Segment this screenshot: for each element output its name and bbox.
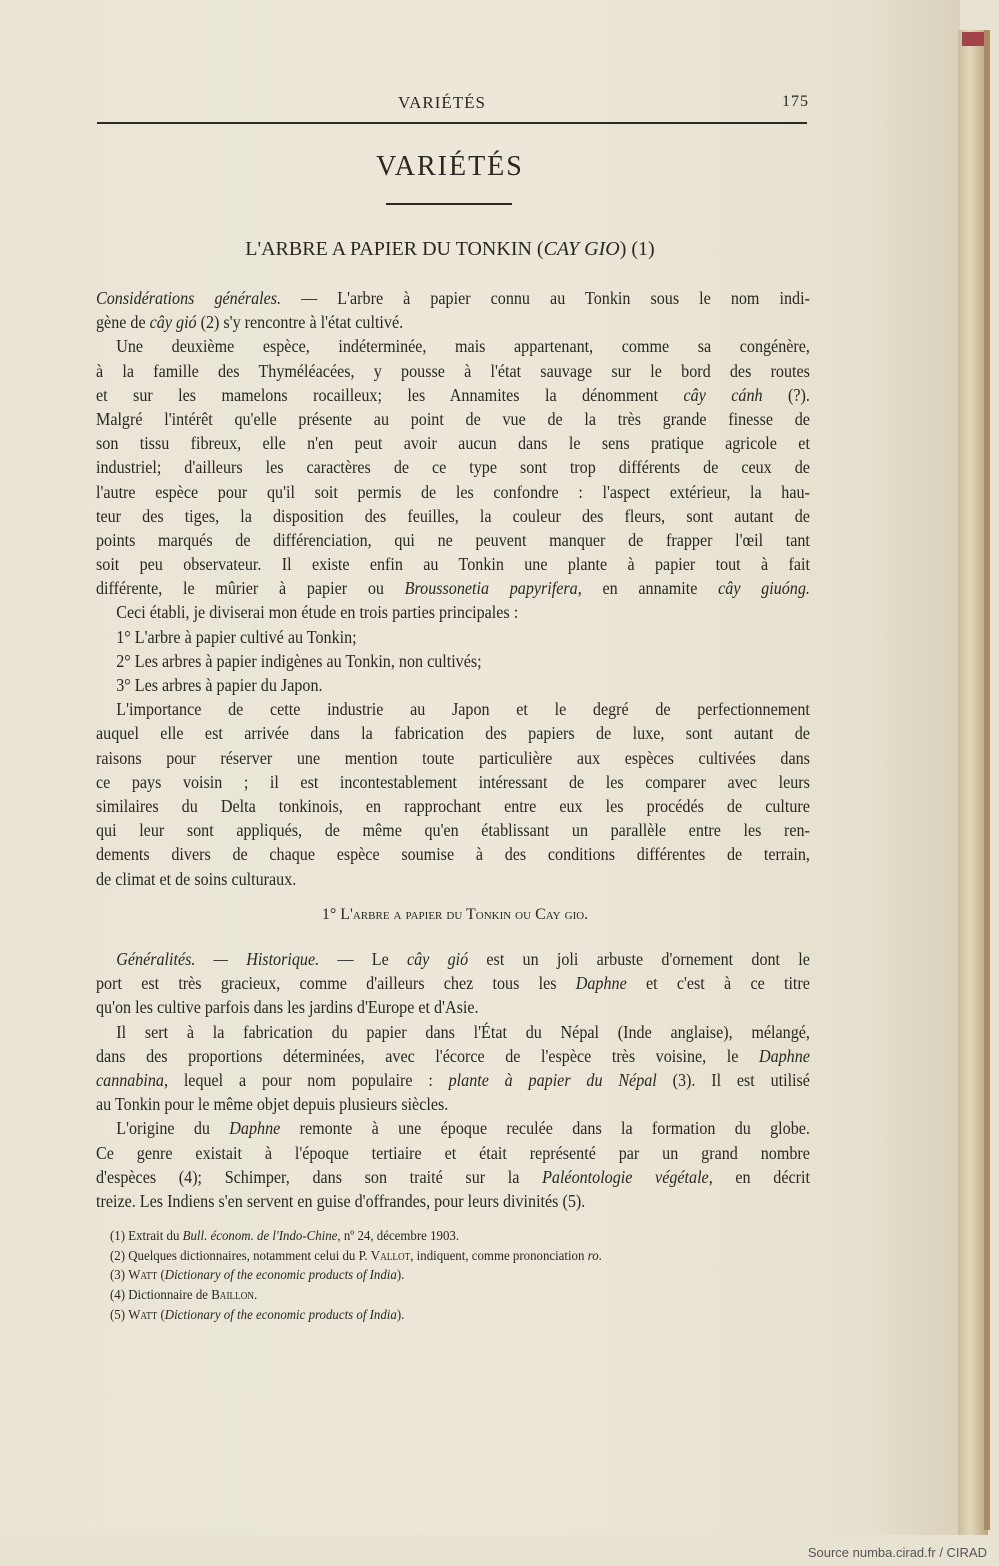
text-line bbox=[96, 1141, 810, 1165]
text-line bbox=[96, 455, 810, 479]
text-run: Généralités. — Historique. bbox=[116, 949, 320, 969]
text-run: et c'est à ce titre bbox=[626, 973, 810, 994]
text-line bbox=[96, 600, 810, 624]
text-line bbox=[96, 504, 810, 528]
text-run: (2) s'y rencontre à l'état cultivé. bbox=[196, 312, 404, 333]
text-run: — Le bbox=[319, 949, 407, 969]
text-run: . bbox=[598, 1248, 602, 1264]
text-line bbox=[96, 842, 810, 866]
text-run: Une deuxième espèce, indéterminée, mais appartenant, comme sa congénère, bbox=[116, 336, 810, 357]
text-line bbox=[96, 995, 810, 1019]
text-run: Watt bbox=[128, 1307, 158, 1323]
text-line bbox=[96, 383, 810, 407]
title-rule bbox=[386, 203, 512, 205]
text-line bbox=[96, 286, 810, 310]
text-run: est un joli arbuste d'ornement dont le bbox=[468, 949, 810, 969]
text-line bbox=[96, 971, 810, 995]
footnote-line bbox=[110, 1227, 809, 1247]
text-run: dans des proportions déterminées, avec l'écorce de l'espèce très voisine, le bbox=[96, 1045, 759, 1066]
footnote-line bbox=[110, 1247, 809, 1267]
text-line bbox=[96, 310, 810, 334]
text-run: (?). bbox=[762, 384, 810, 405]
text-run: L'origine du bbox=[116, 1118, 230, 1139]
text-run: dements divers de chaque espèce soumise à des conditions différentes de terrain, bbox=[96, 844, 810, 865]
article-title bbox=[0, 238, 900, 261]
page-number: 175 bbox=[782, 93, 809, 110]
footnote-line bbox=[110, 1266, 809, 1286]
footnote-line bbox=[110, 1306, 809, 1326]
header-rule bbox=[97, 122, 807, 124]
text-run: Daphne bbox=[229, 1118, 281, 1139]
text-run: ). bbox=[396, 1307, 405, 1323]
text-run: port est très gracieux, comme d'ailleurs chez tous les bbox=[96, 973, 576, 994]
text-line bbox=[96, 673, 810, 697]
footnote-line bbox=[110, 1286, 809, 1306]
text-run: ro bbox=[587, 1248, 599, 1264]
text-line bbox=[96, 480, 810, 504]
text-run: Il sert à la fabrication du papier dans l'État du Népal (Inde anglaise), mélangé, bbox=[116, 1021, 810, 1042]
article-title-note: ) (1) bbox=[619, 238, 655, 260]
running-title: VARIÉTÉS bbox=[398, 93, 486, 112]
text-run: à la famille des Thyméléacées, y pousse à l'état sauvage sur le bord des routes bbox=[96, 360, 810, 381]
text-line bbox=[96, 407, 810, 431]
text-run: différente, le mûrier à papier ou bbox=[96, 578, 405, 599]
text-line bbox=[96, 867, 810, 891]
text-run: auquel elle est arrivée dans la fabrication des papiers de luxe, sont autant de bbox=[96, 723, 810, 744]
text-run: Considérations générales. bbox=[96, 288, 282, 308]
text-line bbox=[96, 649, 810, 673]
text-run: Dictionary of the economic products of India bbox=[164, 1268, 397, 1284]
text-run: 2° Les arbres à papier indigènes au Tonkin, non cultivés; bbox=[116, 650, 482, 671]
text-run: soit peu observateur. Il existe enfin au Tonkin une plante à papier tout à fait bbox=[96, 554, 810, 575]
text-line bbox=[96, 1020, 810, 1044]
section-heading-text: 1° L'arbre a papier du Tonkin ou Cay gio. bbox=[321, 906, 589, 923]
text-run: ). bbox=[396, 1268, 405, 1284]
text-run: Malgré l'intérêt qu'elle présente au point de vue de la très grande finesse de bbox=[96, 408, 810, 429]
text-run: plante à papier du Népal bbox=[448, 1069, 657, 1090]
text-run: et sur les mamelons rocailleux; les Annamites la dénomment bbox=[96, 384, 684, 405]
text-run: au Tonkin pour le même objet depuis plusieurs siècles. bbox=[96, 1094, 449, 1115]
text-run: son tissu fibreux, elle n'en peut avoir aucun dans le sens pratique agricole et bbox=[96, 433, 810, 454]
section-1-body bbox=[96, 286, 810, 891]
text-run: , en décrit bbox=[708, 1166, 810, 1187]
text-run: ce pays voisin ; il est incontestablement intéressant de les comparer avec leurs bbox=[96, 771, 810, 792]
text-run: Ce genre existait à l'époque tertiaire et était représenté par un grand nombre bbox=[96, 1142, 810, 1163]
text-run: Daphne bbox=[758, 1045, 810, 1066]
text-line bbox=[96, 947, 810, 971]
article-title-text: L'ARBRE A PAPIER DU TONKIN ( bbox=[245, 238, 544, 260]
text-run: (5) bbox=[110, 1307, 129, 1323]
text-line bbox=[96, 697, 810, 721]
text-run: qui leur sont appliqués, de même qu'en établissant un parallèle entre les ren- bbox=[96, 820, 810, 841]
text-line bbox=[96, 1068, 810, 1092]
text-run: Broussonetia papyrifera bbox=[404, 578, 578, 599]
source-credit: Source numba.cirad.fr / CIRAD bbox=[807, 1545, 987, 1560]
text-run: d'espèces (4); Schimper, dans son traité sur la bbox=[96, 1166, 543, 1187]
text-run: cây cánh bbox=[683, 384, 763, 405]
text-line bbox=[96, 818, 810, 842]
text-run: (4) Dictionnaire de bbox=[110, 1288, 212, 1304]
text-line bbox=[96, 1116, 810, 1140]
text-run: points marqués de différenciation, qui ne peuvent manquer de frapper l'œil tant bbox=[96, 529, 810, 550]
section-heading bbox=[0, 906, 910, 924]
section-2-body bbox=[96, 947, 810, 1213]
text-line bbox=[96, 359, 810, 383]
text-run: l'autre espèce pour qu'il soit permis de les confondre : l'aspect extérieur, la hau- bbox=[96, 481, 810, 502]
text-run: , nº 24, décembre 1903. bbox=[337, 1229, 460, 1244]
text-run: ( bbox=[157, 1307, 165, 1323]
text-run: Paléontologie végétale bbox=[542, 1166, 709, 1187]
text-run: Ceci établi, je diviserai mon étude en trois parties principales : bbox=[116, 602, 519, 623]
text-line bbox=[96, 528, 810, 552]
text-line bbox=[96, 721, 810, 745]
text-run: . bbox=[254, 1288, 258, 1304]
text-run: Dictionary of the economic products of India bbox=[164, 1307, 397, 1323]
text-run: cây giuóng. bbox=[718, 578, 810, 599]
text-run: Vallot bbox=[370, 1248, 411, 1264]
text-run: Bull. économ. de l'Indo-Chine bbox=[182, 1229, 338, 1244]
text-run: Watt bbox=[128, 1268, 158, 1284]
text-run: (3) bbox=[110, 1268, 129, 1284]
text-run: (2) Quelques dictionnaires, notamment celui du P. bbox=[110, 1248, 371, 1264]
text-line bbox=[96, 552, 810, 576]
footnotes bbox=[110, 1227, 810, 1325]
text-run: L'importance de cette industrie au Japon et le degré de perfectionnement bbox=[116, 699, 810, 720]
text-line bbox=[96, 1165, 810, 1189]
text-line bbox=[96, 334, 810, 358]
text-run: treize. Les Indiens s'en servent en guise d'offrandes, pour leurs divinités (5). bbox=[96, 1190, 586, 1211]
text-run: — L'arbre à papier connu au Tonkin sous le nom indi- bbox=[281, 288, 810, 308]
text-run: 3° Les arbres à papier du Japon. bbox=[116, 675, 323, 695]
text-line bbox=[96, 1092, 810, 1116]
red-edge-mark bbox=[962, 32, 984, 46]
text-line bbox=[96, 1189, 810, 1213]
page-title: VARIÉTÉS bbox=[376, 151, 524, 182]
text-run: cannabina bbox=[96, 1069, 164, 1090]
text-run: gène de bbox=[96, 312, 150, 333]
text-run: teur des tiges, la disposition des feuilles, la couleur des fleurs, sont autant de bbox=[96, 505, 810, 526]
text-line bbox=[96, 794, 810, 818]
article-title-italic: CAY GIO bbox=[543, 238, 620, 260]
text-run: industriel; d'ailleurs les caractères de ce type sont trop différents de ceux de bbox=[96, 457, 810, 478]
text-line bbox=[96, 576, 810, 600]
text-run: raisons pour réserver une mention toute particulière aux espèces cultivées dans bbox=[96, 747, 810, 768]
text-run: ( bbox=[157, 1268, 165, 1284]
text-run: , lequel a pour nom populaire : bbox=[163, 1069, 449, 1090]
text-run: , indiquent, comme prononciation bbox=[410, 1248, 588, 1264]
book-binding-edge bbox=[984, 30, 990, 1530]
text-run: de climat et de soins culturaux. bbox=[96, 868, 297, 889]
text-line bbox=[96, 625, 810, 649]
text-run: , en annamite bbox=[577, 578, 719, 599]
text-line bbox=[96, 431, 810, 455]
text-line bbox=[96, 746, 810, 770]
text-run: Daphne bbox=[575, 973, 627, 994]
text-run: similaires du Delta tonkinois, en rapprochant entre eux les procédés de culture bbox=[96, 795, 810, 816]
text-run: cây gió bbox=[406, 949, 469, 969]
text-run: qu'on les cultive parfois dans les jardins d'Europe et d'Asie. bbox=[96, 997, 479, 1018]
text-line bbox=[96, 770, 810, 794]
text-run: (3). Il est utilisé bbox=[656, 1069, 810, 1090]
text-run: Baillon bbox=[211, 1288, 255, 1304]
text-line bbox=[96, 1044, 810, 1068]
text-run: 1° L'arbre à papier cultivé au Tonkin; bbox=[116, 626, 357, 647]
text-run: cây gió bbox=[149, 312, 197, 333]
text-run: remonte à une époque reculée dans la formation du globe. bbox=[280, 1118, 810, 1139]
text-run: (1) Extrait du bbox=[110, 1229, 183, 1244]
